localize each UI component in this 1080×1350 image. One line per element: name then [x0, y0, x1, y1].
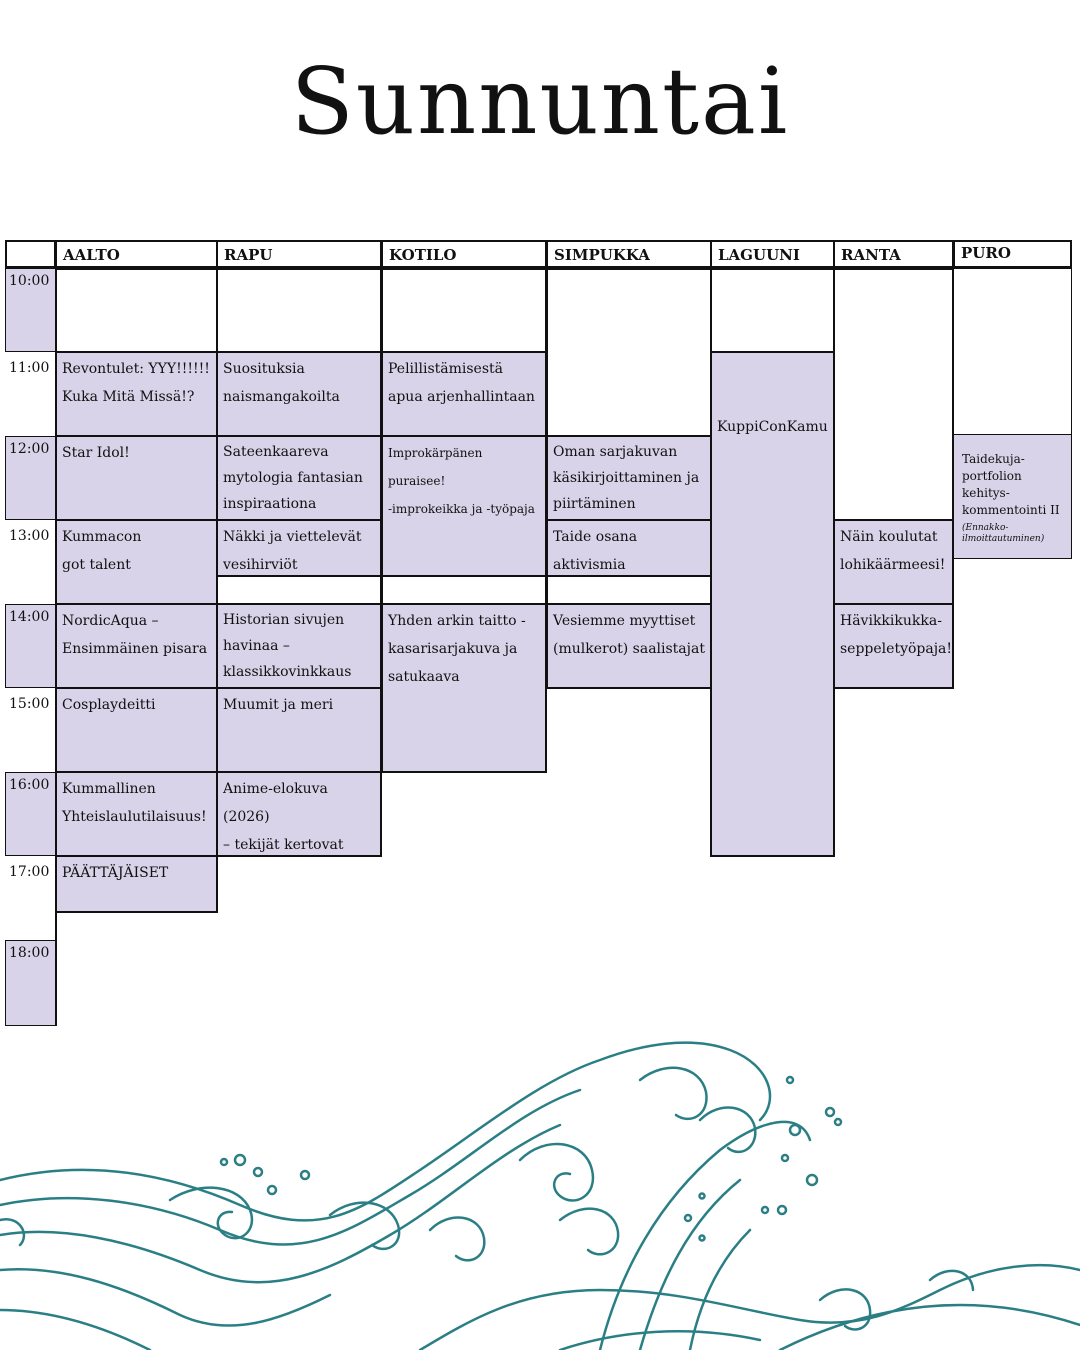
- event-aalto-yhteislaulu[interactable]: [55, 771, 218, 857]
- event-puro-taidekuja[interactable]: [953, 434, 1072, 559]
- room-header-laguuni: LAGUUNI: [710, 240, 835, 268]
- event-title: Kummallinen: [62, 781, 156, 797]
- event-aalto-star-idol[interactable]: [55, 435, 218, 521]
- event-title: Pelillistämisestä: [388, 361, 504, 377]
- time-slot: 13:00: [9, 528, 50, 544]
- empty-cell: [55, 268, 218, 353]
- event-aalto-nordicaqua[interactable]: [55, 603, 218, 689]
- event-title: NordicAqua –: [62, 613, 159, 629]
- room-header-kotilo: KOTILO: [381, 240, 547, 268]
- time-slot: 14:00: [5, 604, 56, 688]
- event-title: Star Idol!: [62, 445, 130, 461]
- empty-cell: [216, 268, 382, 353]
- event-kotilo-pelillistaminen[interactable]: [381, 351, 547, 437]
- event-title: got talent: [62, 557, 131, 573]
- event-title: piirtäminen: [553, 496, 636, 512]
- event-title: Sateenkaareva: [223, 444, 329, 460]
- room-header-simpukka: SIMPUKKA: [546, 240, 712, 268]
- event-simpukka-vesiemme-myyttiset[interactable]: [546, 603, 712, 689]
- event-title: Historian sivujen: [223, 612, 345, 628]
- room-header-ranta: RANTA: [833, 240, 954, 268]
- event-title: Vesiemme myyttiset: [553, 613, 696, 629]
- event-title: kommentointi II: [962, 503, 1060, 517]
- event-title: seppeletyöpaja!: [840, 641, 953, 657]
- time-slot: 11:00: [9, 360, 50, 376]
- time-slot: 10:00: [5, 268, 56, 352]
- empty-cell: [216, 575, 382, 605]
- event-title: Yhden arkin taitto -: [388, 613, 526, 629]
- event-title: Taide osana aktivismia: [553, 529, 638, 573]
- empty-cell: [710, 268, 835, 353]
- event-title: lohikäärmeesi!: [840, 557, 946, 573]
- event-rapu-nakki[interactable]: [216, 519, 382, 577]
- event-title: Kuka Mitä Missä!?: [62, 389, 195, 405]
- event-title: kasarisarjakuva ja: [388, 641, 518, 657]
- time-slot: 15:00: [9, 696, 50, 712]
- event-title: Näin koulutat: [840, 529, 938, 545]
- event-rapu-suosituksia[interactable]: [216, 351, 382, 437]
- event-title: Oman sarjakuvan: [553, 444, 678, 460]
- event-title: Muumit ja meri: [223, 697, 334, 713]
- event-ranta-lohikaarme[interactable]: [833, 519, 954, 605]
- time-slot: 17:00: [9, 864, 50, 880]
- event-title: Anime-elokuva (2026): [223, 781, 328, 825]
- event-title: kehitys-: [962, 486, 1010, 500]
- time-slot: 12:00: [5, 436, 56, 520]
- event-title: portfolion: [962, 469, 1022, 483]
- event-note-line: (Ennakko-: [962, 523, 1009, 533]
- event-title: käsikirjoittaminen ja: [553, 470, 700, 486]
- event-kotilo-improkarpanen[interactable]: [381, 435, 547, 577]
- event-kotilo-yhden-arkin-taitto[interactable]: [381, 603, 547, 773]
- event-title: Hävikkikukka-: [840, 613, 942, 629]
- event-title: satukaava: [388, 669, 460, 685]
- header-corner: [5, 240, 56, 268]
- event-laguuni-kuppiconkamu[interactable]: [710, 351, 835, 857]
- empty-cell: [833, 268, 954, 520]
- empty-cell: [381, 575, 547, 605]
- room-header-rapu: RAPU: [216, 240, 382, 268]
- event-aalto-cosplaydeitti[interactable]: [55, 687, 218, 773]
- event-aalto-paattajaiset[interactable]: [55, 855, 218, 913]
- wave-illustration: [0, 1020, 1080, 1350]
- event-aalto-revontulet[interactable]: [55, 351, 218, 437]
- empty-cell: [546, 575, 712, 605]
- time-slot: 16:00: [5, 772, 56, 856]
- event-rapu-anime-elokuva[interactable]: [216, 771, 382, 857]
- event-rapu-sateenkaareva[interactable]: [216, 435, 382, 521]
- event-title: Suosituksia: [223, 361, 305, 377]
- event-title: Revontulet: YYY!!!!!!: [62, 361, 210, 377]
- event-title: Kummacon: [62, 529, 142, 545]
- event-title: Improkärpänen puraisee!: [388, 446, 483, 488]
- time-slot: 18:00: [5, 940, 56, 1026]
- empty-cell: [546, 268, 712, 436]
- event-ranta-havikkikukka[interactable]: [833, 603, 954, 689]
- event-title: vesihirviöt: [223, 557, 298, 573]
- event-title: Ensimmäinen pisara: [62, 641, 208, 657]
- event-title: (mulkerot) saalistajat: [553, 641, 705, 657]
- event-rapu-historian-sivujen[interactable]: [216, 603, 382, 689]
- event-title: mytologia fantasian: [223, 470, 363, 486]
- event-title: Cosplaydeitti: [62, 697, 156, 713]
- event-title: PÄÄTTÄJÄISET: [62, 865, 169, 881]
- event-title: KuppiConKamu: [717, 419, 828, 435]
- event-title: – tekijät kertovat: [223, 837, 344, 853]
- event-note-line: ilmoittautuminen): [962, 534, 1045, 544]
- event-title: inspiraationa: [223, 496, 317, 512]
- event-title: Yhteislaulutilaisuus!: [62, 809, 207, 825]
- event-title: naismangakoilta: [223, 389, 340, 405]
- event-simpukka-taide-aktivismia[interactable]: [546, 519, 712, 577]
- event-title: Taidekuja-: [962, 452, 1025, 466]
- event-title: apua arjenhallintaan: [388, 389, 535, 405]
- event-rapu-muumit[interactable]: [216, 687, 382, 773]
- event-aalto-kummacon-got-talent[interactable]: [55, 519, 218, 605]
- empty-cell: [953, 268, 1072, 436]
- event-title: -improkeikka ja -työpaja: [388, 502, 535, 516]
- empty-cell: [381, 268, 547, 353]
- page-title: Sunnuntai: [290, 48, 790, 155]
- room-header-aalto: AALTO: [55, 240, 218, 268]
- room-header-puro: PURO: [953, 240, 1072, 268]
- event-title: havinaa –: [223, 638, 290, 654]
- event-title: klassikkovinkkaus: [223, 664, 352, 680]
- event-title: Näkki ja viettelevät: [223, 529, 362, 545]
- event-note: [962, 523, 1067, 545]
- event-simpukka-oman-sarjakuvan[interactable]: [546, 435, 712, 521]
